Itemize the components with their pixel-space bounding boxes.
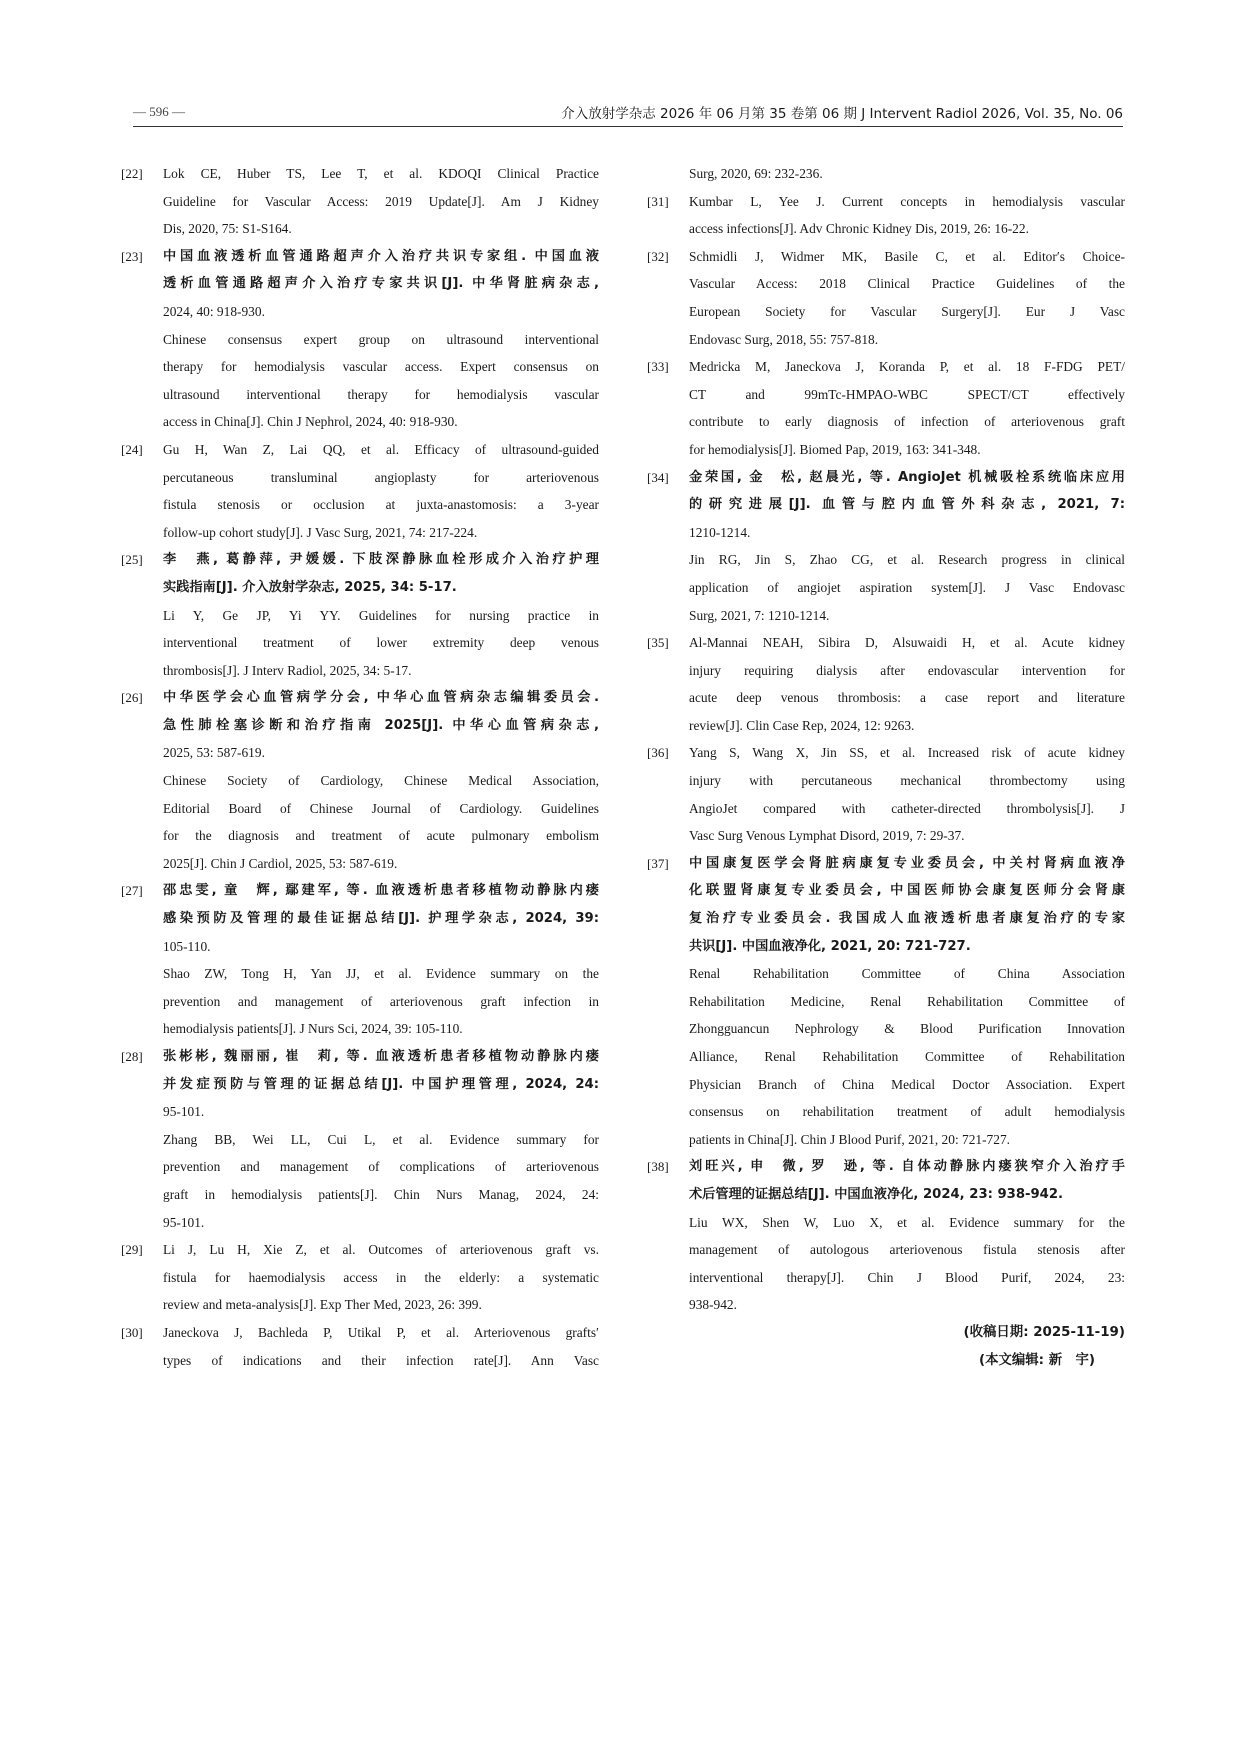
- reference-number: [647, 160, 689, 188]
- reference-text: [163, 1319, 599, 1374]
- reference-line: patients in China[J]. Chin J Blood Purif, 2021, 20: 721-727.: [689, 1131, 1010, 1147]
- reference-text: [689, 850, 1125, 1154]
- reference-line: consensus on rehabilitation treatment of adult hemodialysis: [689, 1104, 1125, 1120]
- reference-line: hemodialysis patients[J]. J Nurs Sci, 2024, 39: 105-110.: [163, 1021, 463, 1037]
- reference-number: [29]: [121, 1242, 143, 1258]
- reference-line: 张彬彬, 魏丽丽, 崔 莉, 等. 血液透析患者移植物动静脉内瘘: [163, 1049, 599, 1064]
- reference-line: Jin RG, Jin S, Zhao CG, et al. Research progress in clinical: [689, 552, 1125, 568]
- reference-entry: [647, 1153, 1125, 1319]
- reference-text: [163, 546, 599, 684]
- reference-line: CT and 99mTc-HMPAO-WBC SPECT/CT effectively: [689, 386, 1125, 402]
- reference-line: graft in hemodialysis patients[J]. Chin Nurs Manag, 2024, 24:: [163, 1186, 599, 1202]
- reference-line: Shao ZW, Tong H, Yan JJ, et al. Evidence summary on the: [163, 966, 599, 982]
- reference-text: [689, 464, 1125, 630]
- reference-number: [38]: [647, 1159, 669, 1175]
- reference-line: Zhongguancun Nephrology & Blood Purification Innovation: [689, 1021, 1125, 1037]
- reference-number: [36]: [647, 745, 669, 761]
- reference-text: [163, 436, 599, 546]
- running-header: [133, 100, 1123, 127]
- reference-line: contribute to early diagnosis of infection of arteriovenous graft: [689, 414, 1125, 430]
- reference-line: 中国康复医学会肾脏病康复专业委员会, 中关村肾病血液净: [689, 855, 1125, 871]
- reference-line: Janeckova J, Bachleda P, Utikal P, et al. Arteriovenous grafts′: [163, 1324, 599, 1340]
- reference-line: review and meta-analysis[J]. Exp Ther Med, 2023, 26: 399.: [163, 1297, 482, 1313]
- reference-number: [24]: [121, 441, 143, 457]
- reference-line: injury requiring dialysis after endovascular intervention for: [689, 662, 1125, 678]
- reference-line: Chinese Society of Cardiology, Chinese Medical Association,: [163, 773, 599, 789]
- reference-line: for hemodialysis[J]. Biomed Pap, 2019, 163: 341-348.: [689, 441, 981, 457]
- reference-entry: [121, 877, 599, 1043]
- reference-line: 105-110.: [163, 938, 211, 954]
- reference-line: therapy for hemodialysis vascular access. Expert consensus on: [163, 359, 599, 375]
- reference-line: 2025, 53: 587-619.: [163, 745, 265, 761]
- reference-line: 金荣国, 金 松, 赵晨光, 等. AngioJet 机械吸栓系统临床应用: [689, 469, 1125, 485]
- reference-text: [689, 160, 1125, 188]
- reference-line: Vascular Access: 2018 Clinical Practice Guidelines of the: [689, 276, 1125, 292]
- reference-line: 实践指南[J]. 介入放射学杂志, 2025, 34: 5-17.: [163, 579, 457, 595]
- reference-text: [163, 1043, 599, 1236]
- reference-line: injury with percutaneous mechanical thrombectomy using: [689, 773, 1125, 789]
- reference-line: Al-Mannai NEAH, Sibira D, Alsuwaidi H, et al. Acute kidney: [689, 635, 1125, 651]
- reference-text: [689, 188, 1125, 243]
- reference-line: fistula for haemodialysis access in the elderly: a systematic: [163, 1269, 599, 1285]
- reference-number: [34]: [647, 469, 669, 485]
- reference-number: [28]: [121, 1049, 143, 1064]
- reference-line: access in China[J]. Chin J Nephrol, 2024, 40: 918-930.: [163, 414, 458, 430]
- reference-line: Surg, 2021, 7: 1210-1214.: [689, 607, 830, 623]
- received-date: (收稿日期: 2025-11-19): [963, 1324, 1125, 1340]
- reference-line: access infections[J]. Adv Chronic Kidney Dis, 2019, 26: 16-22.: [689, 221, 1029, 237]
- reference-line: Editorial Board of Chinese Journal of Cardiology. Guidelines: [163, 800, 599, 816]
- reference-line: 透析血管通路超声介入治疗专家共识[J]. 中华肾脏病杂志,: [163, 276, 599, 292]
- reference-number: [27]: [121, 883, 143, 899]
- reference-line: 2025[J]. Chin J Cardiol, 2025, 53: 587-619.: [163, 855, 398, 871]
- reference-text: [689, 629, 1125, 739]
- reference-line: 的研究进展[J]. 血管与腔内血管外科杂志, 2021, 7:: [689, 497, 1125, 513]
- reference-line: prevention and management of complications of arteriovenous: [163, 1159, 599, 1175]
- reference-line: 95-101.: [163, 1104, 205, 1120]
- reference-line: AngioJet compared with catheter-directed thrombolysis[J]. J: [689, 800, 1125, 816]
- reference-line: Medricka M, Janeckova J, Koranda P, et al. 18 F-FDG PET/: [689, 359, 1125, 375]
- reference-line: 并发症预防与管理的证据总结[J]. 中国护理管理, 2024, 24:: [163, 1076, 599, 1092]
- reference-line: Gu H, Wan Z, Lai QQ, et al. Efficacy of ultrasound-guided: [163, 441, 599, 457]
- reference-entry: [647, 464, 1125, 630]
- reference-entry: [121, 436, 599, 546]
- reference-number: [37]: [647, 855, 669, 871]
- reference-line: Chinese consensus expert group on ultrasound interventional: [163, 331, 599, 347]
- reference-text: [163, 684, 599, 877]
- reference-line: 938-942.: [689, 1297, 737, 1313]
- reference-line: types of indications and their infection rate[J]. Ann Vasc: [163, 1352, 599, 1368]
- reference-column-right: [647, 160, 1125, 1374]
- reference-text: [689, 1153, 1125, 1319]
- reference-line: Guideline for Vascular Access: 2019 Update[J]. Am J Kidney: [163, 193, 599, 209]
- reference-entry: [121, 1043, 599, 1236]
- reference-line: Zhang BB, Wei LL, Cui L, et al. Evidence summary for: [163, 1131, 599, 1147]
- reference-number: [25]: [121, 552, 143, 568]
- reference-entry: [647, 739, 1125, 849]
- reference-entry: [647, 243, 1125, 353]
- reference-line: interventional therapy[J]. Chin J Blood Purif, 2024, 23:: [689, 1269, 1125, 1285]
- reference-line: ultrasound interventional therapy for hemodialysis vascular: [163, 386, 599, 402]
- reference-line: Lok CE, Huber TS, Lee T, et al. KDOQI Clinical Practice: [163, 166, 599, 181]
- reference-line: interventional treatment of lower extremity deep venous: [163, 635, 599, 651]
- reference-entry: [121, 546, 599, 684]
- reference-line: application of angiojet aspiration system[J]. J Vasc Endovasc: [689, 579, 1125, 595]
- reference-line: Endovasc Surg, 2018, 55: 757-818.: [689, 331, 879, 347]
- reference-line: 95-101.: [163, 1214, 205, 1230]
- reference-number: [35]: [647, 635, 669, 651]
- reference-line: 中国血液透析血管通路超声介入治疗共识专家组. 中国血液: [163, 248, 599, 264]
- reference-entry: [647, 160, 1125, 188]
- reference-number: [22]: [121, 166, 143, 181]
- reference-entry: [121, 1319, 599, 1374]
- reference-line: Vasc Surg Venous Lymphat Disord, 2019, 7: 29-37.: [689, 828, 965, 844]
- reference-line: 复治疗专业委员会. 我国成人血液透析患者康复治疗的专家: [689, 911, 1125, 927]
- reference-line: 2024, 40: 918-930.: [163, 303, 265, 319]
- reference-line: Renal Rehabilitation Committee of China Association: [689, 966, 1125, 982]
- reference-line: 1210-1214.: [689, 524, 751, 540]
- reference-line: Li Y, Ge JP, Yi YY. Guidelines for nursing practice in: [163, 607, 599, 623]
- reference-line: prevention and management of arteriovenous graft infection in: [163, 993, 599, 1009]
- reference-entry: [121, 684, 599, 877]
- reference-text: [163, 877, 599, 1043]
- reference-text: [163, 243, 599, 436]
- reference-text: [163, 160, 599, 243]
- reference-text: [163, 1236, 599, 1319]
- reference-line: Dis, 2020, 75: S1-S164.: [163, 221, 292, 237]
- reference-entry: [647, 850, 1125, 1154]
- reference-entry: [647, 629, 1125, 739]
- reference-text: [689, 353, 1125, 463]
- page-number: — 596 —: [133, 104, 185, 119]
- reference-line: 感染预防及管理的最佳证据总结[J]. 护理学杂志, 2024, 39:: [163, 911, 599, 927]
- reference-line: 化联盟肾康复专业委员会, 中国医师协会康复医师分会肾康: [689, 883, 1125, 899]
- reference-line: 共识[J]. 中国血液净化, 2021, 20: 721-727.: [689, 938, 971, 954]
- reference-line: follow-up cohort study[J]. J Vasc Surg, 2021, 74: 217-224.: [163, 524, 478, 540]
- reference-line: 刘旺兴, 申 微, 罗 逊, 等. 自体动静脉内瘘狭窄介入治疗手: [689, 1159, 1125, 1175]
- reference-number: [33]: [647, 359, 669, 375]
- reference-line: 邵忠雯, 童 辉, 鄢建军, 等. 血液透析患者移植物动静脉内瘘: [163, 883, 599, 899]
- reference-line: review[J]. Clin Case Rep, 2024, 12: 9263.: [689, 717, 915, 733]
- reference-line: management of autologous arteriovenous fistula stenosis after: [689, 1242, 1125, 1258]
- reference-number: [26]: [121, 690, 143, 706]
- reference-line: acute deep venous thrombosis: a case report and literature: [689, 690, 1125, 706]
- reference-text: [689, 739, 1125, 849]
- editor-note: (本文编辑: 新 宇): [979, 1352, 1095, 1368]
- reference-entry: [121, 243, 599, 436]
- reference-line: 急性肺栓塞诊断和治疗指南 2025[J]. 中华心血管病杂志,: [163, 717, 599, 733]
- reference-number: [31]: [647, 193, 669, 209]
- reference-line: European Society for Vascular Surgery[J]. Eur J Vasc: [689, 303, 1125, 319]
- reference-line: Liu WX, Shen W, Luo X, et al. Evidence summary for the: [689, 1214, 1125, 1230]
- reference-line: Schmidli J, Widmer MK, Basile C, et al. Editor′s Choice-: [689, 248, 1125, 264]
- reference-line: Physician Branch of China Medical Doctor Association. Expert: [689, 1076, 1125, 1092]
- journal-info: 介入放射学杂志 2026 年 06 月第 35 卷第 06 期 J Intervent Radiol 2026, Vol. 35, No. 06: [561, 106, 1123, 122]
- reference-line: for the diagnosis and treatment of acute pulmonary embolism: [163, 828, 599, 844]
- reference-line: percutaneous transluminal angioplasty for arteriovenous: [163, 469, 599, 485]
- reference-line: Alliance, Renal Rehabilitation Committee of Rehabilitation: [689, 1049, 1125, 1064]
- reference-list-right: [647, 160, 1125, 1319]
- reference-number: [30]: [121, 1324, 143, 1340]
- reference-entry: [121, 160, 599, 243]
- reference-column-left: [121, 160, 599, 1374]
- reference-line: Rehabilitation Medicine, Renal Rehabilitation Committee of: [689, 993, 1125, 1009]
- reference-number: [32]: [647, 248, 669, 264]
- reference-text: [689, 243, 1125, 353]
- reference-line: 李 燕, 葛静萍, 尹媛媛. 下肢深静脉血栓形成介入治疗护理: [163, 552, 599, 568]
- reference-line: fistula stenosis or occlusion at juxta-anastomosis: a 3-year: [163, 497, 599, 513]
- reference-entry: [121, 1236, 599, 1319]
- reference-line: Surg, 2020, 69: 232-236.: [689, 166, 823, 181]
- reference-line: Kumbar L, Yee J. Current concepts in hemodialysis vascular: [689, 193, 1125, 209]
- reference-entry: [647, 188, 1125, 243]
- reference-line: Li J, Lu H, Xie Z, et al. Outcomes of arteriovenous graft vs.: [163, 1242, 599, 1258]
- reference-line: thrombosis[J]. J Interv Radiol, 2025, 34: 5-17.: [163, 662, 412, 678]
- reference-line: 术后管理的证据总结[J]. 中国血液净化, 2024, 23: 938-942.: [689, 1186, 1064, 1202]
- reference-line: Yang S, Wang X, Jin SS, et al. Increased risk of acute kidney: [689, 745, 1125, 761]
- reference-number: [23]: [121, 248, 143, 264]
- reference-entry: [647, 353, 1125, 463]
- reference-line: 中华医学会心血管病学分会, 中华心血管病杂志编辑委员会.: [163, 690, 599, 706]
